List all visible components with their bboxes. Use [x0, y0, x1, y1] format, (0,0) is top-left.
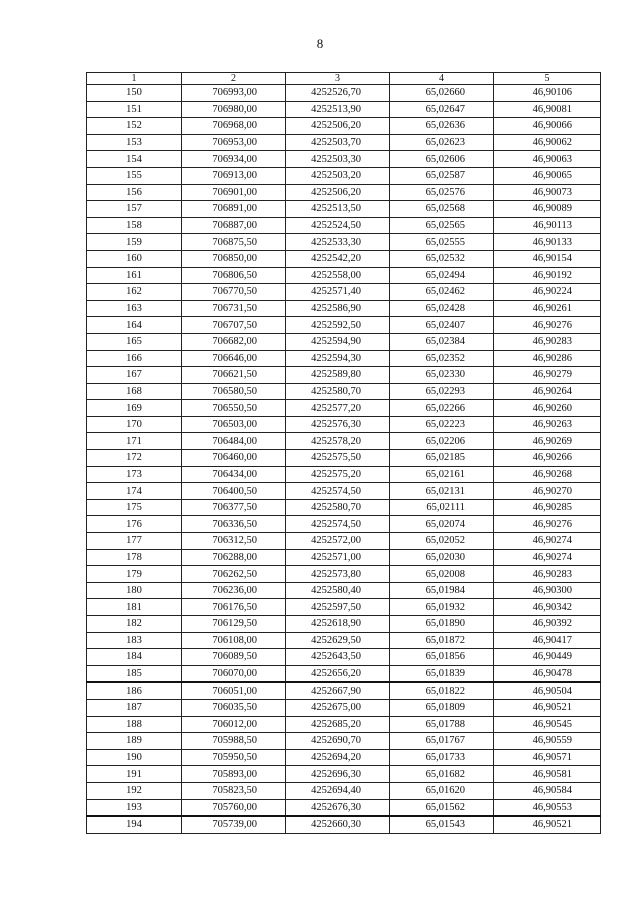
- table-cell: 4252571,00: [286, 549, 390, 566]
- table-cell: 706108,00: [182, 632, 286, 649]
- table-cell: 706980,00: [182, 101, 286, 118]
- table-cell: 706731,50: [182, 300, 286, 317]
- table-cell: 706176,50: [182, 599, 286, 616]
- table-cell: 46,90268: [494, 466, 601, 483]
- table-cell: 46,90274: [494, 533, 601, 550]
- table-row: [87, 782, 601, 799]
- table-cell: 178: [87, 549, 182, 566]
- table-cell: 65,01932: [390, 599, 494, 616]
- table-cell: 705823,50: [182, 782, 286, 799]
- table-row: [87, 416, 601, 433]
- table-row: [87, 466, 601, 483]
- table-cell: 170: [87, 416, 182, 433]
- table-cell: 65,02494: [390, 267, 494, 284]
- table-row: [87, 201, 601, 218]
- table-cell: 706288,00: [182, 549, 286, 566]
- table-cell: 46,90113: [494, 217, 601, 234]
- table-cell: 159: [87, 234, 182, 251]
- table-row: [87, 616, 601, 633]
- table-cell: 46,90504: [494, 682, 601, 699]
- table-cell: 706770,50: [182, 284, 286, 301]
- table-row: [87, 317, 601, 334]
- table-cell: 706262,50: [182, 566, 286, 583]
- table-cell: 183: [87, 632, 182, 649]
- table-cell: 705893,00: [182, 766, 286, 783]
- column-header: 1: [87, 73, 182, 85]
- column-header: 2: [182, 73, 286, 85]
- table-cell: 65,02185: [390, 450, 494, 467]
- table-cell: 65,01733: [390, 749, 494, 766]
- table-cell: 175: [87, 499, 182, 516]
- table-cell: 46,90276: [494, 317, 601, 334]
- table-row: [87, 383, 601, 400]
- table-row: [87, 333, 601, 350]
- table-row: [87, 483, 601, 500]
- table-cell: 706891,00: [182, 201, 286, 218]
- table-cell: 46,90269: [494, 433, 601, 450]
- table-cell: 65,01788: [390, 716, 494, 733]
- table-cell: 151: [87, 101, 182, 118]
- table-cell: 157: [87, 201, 182, 218]
- table-cell: 706336,50: [182, 516, 286, 533]
- table-cell: 46,90584: [494, 782, 601, 799]
- table-cell: 706707,50: [182, 317, 286, 334]
- table-cell: 65,02555: [390, 234, 494, 251]
- table-cell: 46,90066: [494, 118, 601, 135]
- table-cell: 46,90133: [494, 234, 601, 251]
- table-row: [87, 300, 601, 317]
- table-cell: 171: [87, 433, 182, 450]
- table-cell: 153: [87, 134, 182, 151]
- table-cell: 161: [87, 267, 182, 284]
- table-cell: 65,02587: [390, 167, 494, 184]
- table-cell: 65,02568: [390, 201, 494, 218]
- table-cell: 46,90545: [494, 716, 601, 733]
- table-cell: 706400,50: [182, 483, 286, 500]
- table-cell: 4252513,90: [286, 101, 390, 118]
- table-cell: 194: [87, 816, 182, 833]
- table-cell: 46,90521: [494, 699, 601, 716]
- table-cell: 4252594,30: [286, 350, 390, 367]
- column-header: 3: [286, 73, 390, 85]
- table-cell: 46,90342: [494, 599, 601, 616]
- table-cell: 65,02428: [390, 300, 494, 317]
- table-cell: 4252589,80: [286, 367, 390, 384]
- table-row: [87, 716, 601, 733]
- table-cell: 4252676,30: [286, 799, 390, 816]
- table-cell: 706913,00: [182, 167, 286, 184]
- table-cell: 65,02330: [390, 367, 494, 384]
- table-row: [87, 649, 601, 666]
- table-cell: 4252571,40: [286, 284, 390, 301]
- table-cell: 180: [87, 582, 182, 599]
- table-row: [87, 549, 601, 566]
- table-cell: 65,01856: [390, 649, 494, 666]
- table-row: [87, 134, 601, 151]
- table-cell: 167: [87, 367, 182, 384]
- table-cell: 158: [87, 217, 182, 234]
- table-cell: 4252675,00: [286, 699, 390, 716]
- table-cell: 46,90063: [494, 151, 601, 168]
- table-cell: 65,01872: [390, 632, 494, 649]
- table-cell: 4252618,90: [286, 616, 390, 633]
- table-row: [87, 234, 601, 251]
- table-cell: 192: [87, 782, 182, 799]
- table-row: [87, 450, 601, 467]
- table-cell: 46,90300: [494, 582, 601, 599]
- table-cell: 187: [87, 699, 182, 716]
- table-cell: 706070,00: [182, 665, 286, 682]
- table-cell: 46,90581: [494, 766, 601, 783]
- table-row: [87, 184, 601, 201]
- table-cell: 4252503,20: [286, 167, 390, 184]
- table-cell: 65,02565: [390, 217, 494, 234]
- table-cell: 46,90154: [494, 250, 601, 267]
- table-cell: 165: [87, 333, 182, 350]
- table-row: [87, 499, 601, 516]
- table-cell: 65,01543: [390, 816, 494, 833]
- table-cell: 4252694,20: [286, 749, 390, 766]
- table-cell: 46,90264: [494, 383, 601, 400]
- table-cell: 706850,00: [182, 250, 286, 267]
- table-cell: 65,02008: [390, 566, 494, 583]
- table-cell: 4252542,20: [286, 250, 390, 267]
- table-cell: 46,90521: [494, 816, 601, 833]
- table-cell: 154: [87, 151, 182, 168]
- table-cell: 705988,50: [182, 733, 286, 750]
- table-row: [87, 516, 601, 533]
- table-cell: 4252533,30: [286, 234, 390, 251]
- table-cell: 65,02576: [390, 184, 494, 201]
- table-cell: 46,90261: [494, 300, 601, 317]
- table-cell: 46,90270: [494, 483, 601, 500]
- table-cell: 164: [87, 317, 182, 334]
- table-cell: 706377,50: [182, 499, 286, 516]
- table-cell: 4252592,50: [286, 317, 390, 334]
- table-row: [87, 799, 601, 816]
- table-cell: 177: [87, 533, 182, 550]
- table-cell: 4252586,90: [286, 300, 390, 317]
- column-header: 4: [390, 73, 494, 85]
- table-cell: 46,90276: [494, 516, 601, 533]
- table-cell: 4252574,50: [286, 516, 390, 533]
- table-cell: 46,90478: [494, 665, 601, 682]
- table-cell: 160: [87, 250, 182, 267]
- table-cell: 706875,50: [182, 234, 286, 251]
- table-cell: 4252643,50: [286, 649, 390, 666]
- table-cell: 46,90279: [494, 367, 601, 384]
- table-cell: 155: [87, 167, 182, 184]
- table-cell: 190: [87, 749, 182, 766]
- table-cell: 706051,00: [182, 682, 286, 699]
- table-cell: 4252572,00: [286, 533, 390, 550]
- table-cell: 46,90283: [494, 566, 601, 583]
- table-cell: 65,02052: [390, 533, 494, 550]
- table-cell: 706550,50: [182, 400, 286, 417]
- table-cell: 4252685,20: [286, 716, 390, 733]
- table-row: [87, 167, 601, 184]
- table-row: [87, 682, 601, 699]
- table-cell: 185: [87, 665, 182, 682]
- table-cell: 706621,50: [182, 367, 286, 384]
- table-cell: 46,90392: [494, 616, 601, 633]
- table-row: [87, 599, 601, 616]
- table-cell: 65,02293: [390, 383, 494, 400]
- table-cell: 46,90263: [494, 416, 601, 433]
- table-cell: 163: [87, 300, 182, 317]
- table-cell: 46,90065: [494, 167, 601, 184]
- table-cell: 706993,00: [182, 85, 286, 102]
- table-cell: 4252574,50: [286, 483, 390, 500]
- table-cell: 65,02532: [390, 250, 494, 267]
- table-cell: 65,02266: [390, 400, 494, 417]
- table-cell: 4252594,90: [286, 333, 390, 350]
- table-cell: 4252513,50: [286, 201, 390, 218]
- table-cell: 4252660,30: [286, 816, 390, 833]
- table-cell: 706646,00: [182, 350, 286, 367]
- table-cell: 706236,00: [182, 582, 286, 599]
- table-cell: 4252580,70: [286, 499, 390, 516]
- table-cell: 46,90286: [494, 350, 601, 367]
- table-cell: 166: [87, 350, 182, 367]
- table-cell: 65,01822: [390, 682, 494, 699]
- page-number: 8: [316, 36, 324, 51]
- table-cell: 46,90260: [494, 400, 601, 417]
- table-row: [87, 733, 601, 750]
- table-cell: 4252506,20: [286, 184, 390, 201]
- table-cell: 706953,00: [182, 134, 286, 151]
- table-cell: 705760,00: [182, 799, 286, 816]
- table-row: [87, 284, 601, 301]
- table-cell: 152: [87, 118, 182, 135]
- table-cell: 65,02030: [390, 549, 494, 566]
- table-cell: 4252597,50: [286, 599, 390, 616]
- table-cell: 162: [87, 284, 182, 301]
- table-cell: 65,02352: [390, 350, 494, 367]
- table-cell: 191: [87, 766, 182, 783]
- table-cell: 4252667,90: [286, 682, 390, 699]
- table-cell: 4252558,00: [286, 267, 390, 284]
- table-cell: 46,90274: [494, 549, 601, 566]
- table-cell: 46,90081: [494, 101, 601, 118]
- table-cell: 65,02636: [390, 118, 494, 135]
- table-cell: 706012,00: [182, 716, 286, 733]
- table-cell: 65,02223: [390, 416, 494, 433]
- table-cell: 706089,50: [182, 649, 286, 666]
- table-cell: 173: [87, 466, 182, 483]
- table-cell: 706460,00: [182, 450, 286, 467]
- table-cell: 156: [87, 184, 182, 201]
- table-row: [87, 217, 601, 234]
- table-cell: 46,90224: [494, 284, 601, 301]
- table-row: [87, 749, 601, 766]
- table-cell: 706580,50: [182, 383, 286, 400]
- table-row: [87, 665, 601, 682]
- table-cell: 65,01620: [390, 782, 494, 799]
- table-cell: 4252503,30: [286, 151, 390, 168]
- table-cell: 706968,00: [182, 118, 286, 135]
- table-cell: 4252694,40: [286, 782, 390, 799]
- table-cell: 4252629,50: [286, 632, 390, 649]
- table-cell: 4252696,30: [286, 766, 390, 783]
- table-cell: 65,02161: [390, 466, 494, 483]
- column-header: 5: [494, 73, 601, 85]
- table-cell: 706129,50: [182, 616, 286, 633]
- table-cell: 46,90192: [494, 267, 601, 284]
- table-cell: 65,02606: [390, 151, 494, 168]
- table-row: [87, 350, 601, 367]
- table-cell: 65,02407: [390, 317, 494, 334]
- table-cell: 65,02206: [390, 433, 494, 450]
- table-cell: 4252576,30: [286, 416, 390, 433]
- table-row: [87, 566, 601, 583]
- table-cell: 176: [87, 516, 182, 533]
- table-cell: 705739,00: [182, 816, 286, 833]
- table-cell: 150: [87, 85, 182, 102]
- table-cell: 706806,50: [182, 267, 286, 284]
- table-cell: 4252577,20: [286, 400, 390, 417]
- table-cell: 65,01767: [390, 733, 494, 750]
- table-cell: 4252524,50: [286, 217, 390, 234]
- table-cell: 4252580,70: [286, 383, 390, 400]
- table-cell: 65,02462: [390, 284, 494, 301]
- table-cell: 4252578,20: [286, 433, 390, 450]
- table-cell: 46,90266: [494, 450, 601, 467]
- table-cell: 46,90062: [494, 134, 601, 151]
- table-cell: 65,02074: [390, 516, 494, 533]
- table-cell: 65,02384: [390, 333, 494, 350]
- coordinates-table: [86, 72, 601, 834]
- table-cell: 4252573,80: [286, 566, 390, 583]
- table-cell: 65,02647: [390, 101, 494, 118]
- table-cell: 4252503,70: [286, 134, 390, 151]
- table-cell: 706503,00: [182, 416, 286, 433]
- table-cell: 65,01562: [390, 799, 494, 816]
- table-row: [87, 85, 601, 102]
- table-row: [87, 533, 601, 550]
- table-row: [87, 582, 601, 599]
- table-cell: 65,02111: [390, 499, 494, 516]
- table-cell: 189: [87, 733, 182, 750]
- table-cell: 46,90073: [494, 184, 601, 201]
- table-cell: 186: [87, 682, 182, 699]
- table-cell: 46,90449: [494, 649, 601, 666]
- table-row: [87, 250, 601, 267]
- table-cell: 4252526,70: [286, 85, 390, 102]
- table-cell: 182: [87, 616, 182, 633]
- table-cell: 46,90559: [494, 733, 601, 750]
- table-cell: 46,90417: [494, 632, 601, 649]
- table-cell: 65,01839: [390, 665, 494, 682]
- table-cell: 65,01809: [390, 699, 494, 716]
- table-cell: 46,90571: [494, 749, 601, 766]
- table-cell: 65,01984: [390, 582, 494, 599]
- table-cell: 706901,00: [182, 184, 286, 201]
- table-cell: 706887,00: [182, 217, 286, 234]
- table-cell: 706312,50: [182, 533, 286, 550]
- table-row: [87, 433, 601, 450]
- table-row: [87, 699, 601, 716]
- table-cell: 706035,50: [182, 699, 286, 716]
- table-cell: 184: [87, 649, 182, 666]
- table-cell: 705950,50: [182, 749, 286, 766]
- table-cell: 168: [87, 383, 182, 400]
- table-row: [87, 101, 601, 118]
- table-cell: 174: [87, 483, 182, 500]
- table-cell: 172: [87, 450, 182, 467]
- table-cell: 65,02131: [390, 483, 494, 500]
- table-cell: 706934,00: [182, 151, 286, 168]
- table-cell: 706484,00: [182, 433, 286, 450]
- table-cell: 46,90089: [494, 201, 601, 218]
- table-row: [87, 816, 601, 833]
- table-row: [87, 367, 601, 384]
- table-cell: 706682,00: [182, 333, 286, 350]
- table-cell: 4252575,20: [286, 466, 390, 483]
- table-cell: 65,02623: [390, 134, 494, 151]
- table-cell: 193: [87, 799, 182, 816]
- table-cell: 46,90283: [494, 333, 601, 350]
- table-row: [87, 766, 601, 783]
- table-cell: 65,01682: [390, 766, 494, 783]
- table-cell: 65,01890: [390, 616, 494, 633]
- table-cell: 179: [87, 566, 182, 583]
- table-cell: 188: [87, 716, 182, 733]
- table-cell: 46,90285: [494, 499, 601, 516]
- table-cell: 181: [87, 599, 182, 616]
- table-cell: 4252690,70: [286, 733, 390, 750]
- table-cell: 4252575,50: [286, 450, 390, 467]
- table-cell: 706434,00: [182, 466, 286, 483]
- table-cell: 46,90106: [494, 85, 601, 102]
- table-cell: 4252656,20: [286, 665, 390, 682]
- table-row: [87, 267, 601, 284]
- table-body: [87, 85, 601, 834]
- table-cell: 65,02660: [390, 85, 494, 102]
- table-cell: 46,90553: [494, 799, 601, 816]
- header-row: [87, 73, 601, 85]
- table-cell: 4252506,20: [286, 118, 390, 135]
- table-cell: 4252580,40: [286, 582, 390, 599]
- table-row: [87, 632, 601, 649]
- table-row: [87, 400, 601, 417]
- table-row: [87, 118, 601, 135]
- table-cell: 169: [87, 400, 182, 417]
- table-row: [87, 151, 601, 168]
